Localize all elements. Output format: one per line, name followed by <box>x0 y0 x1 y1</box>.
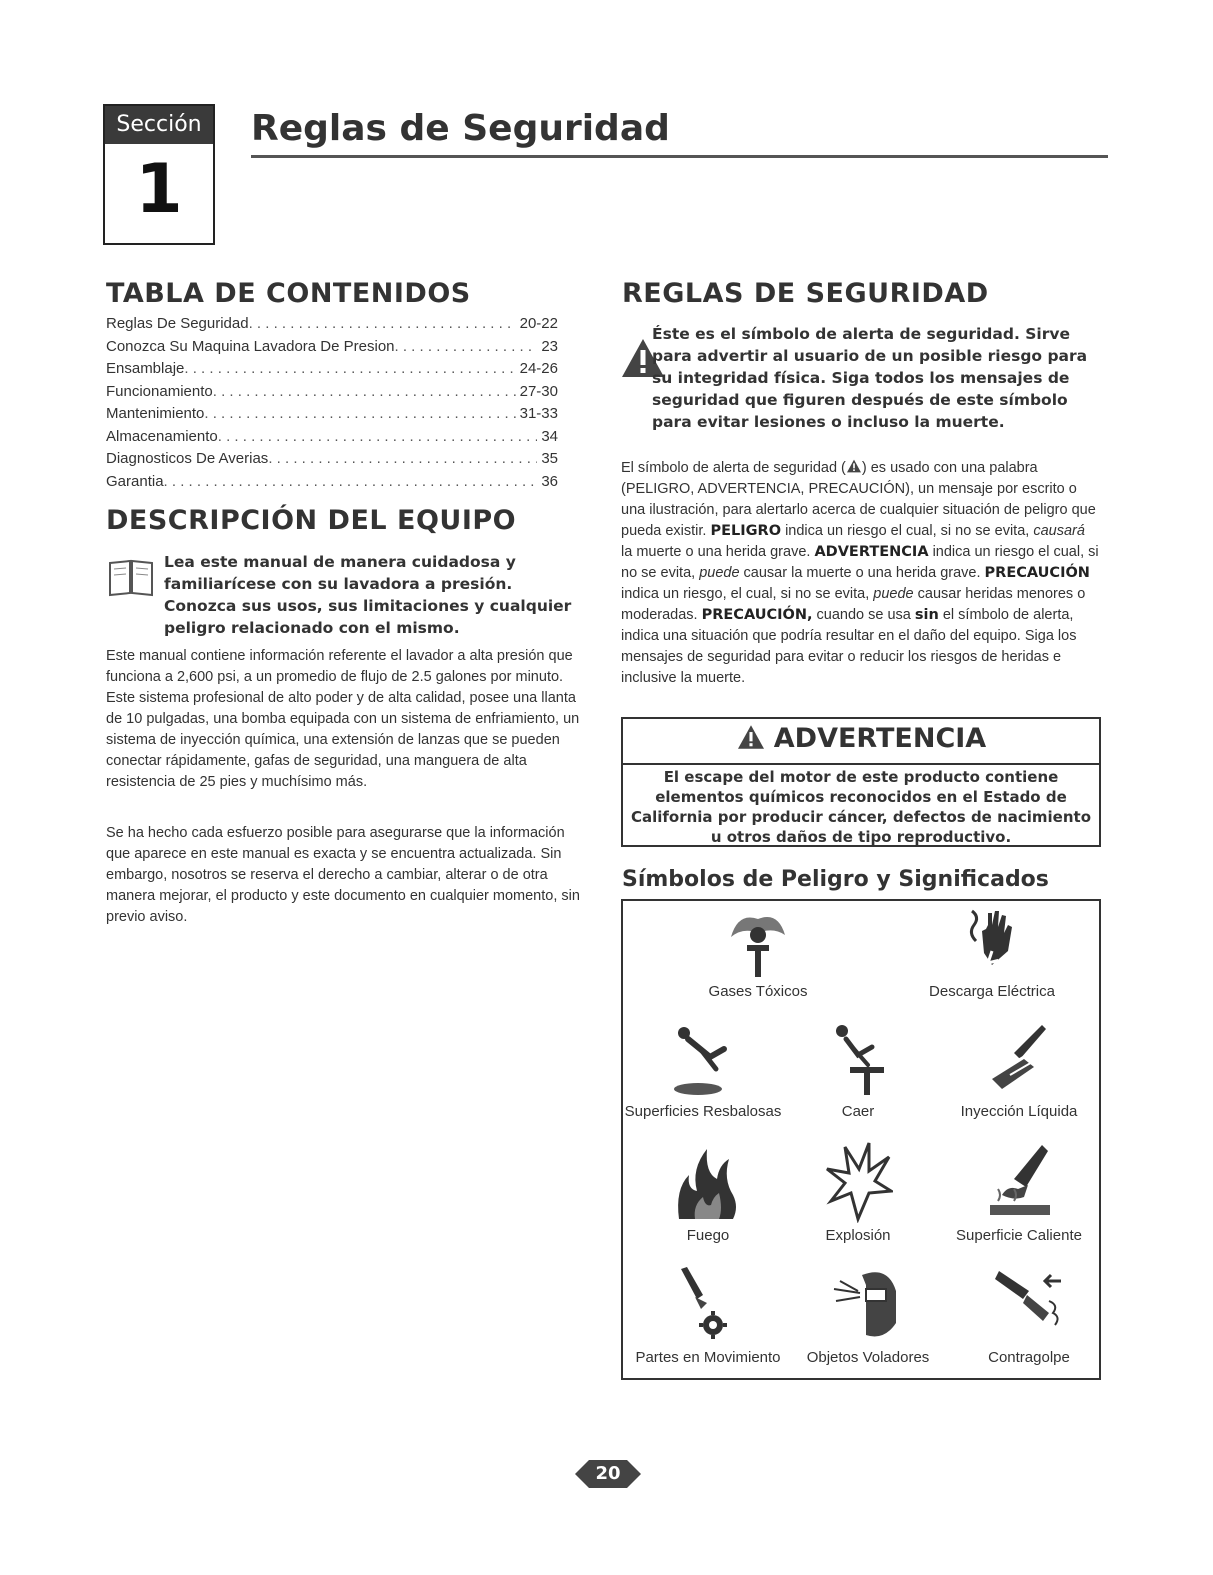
symbol-item <box>939 1139 1099 1244</box>
symbol-label: Superficies Resbalosas <box>624 1103 782 1120</box>
symbol-item <box>793 1139 923 1244</box>
toc-item-title: Ensamblaje <box>106 360 185 377</box>
symbol-label: Fuego <box>686 1227 730 1244</box>
page-number-badge <box>575 1456 641 1492</box>
warning-divider <box>623 763 1099 765</box>
toc-item <box>106 381 558 404</box>
explosion-icon <box>823 1139 893 1223</box>
equipment-heading: DESCRIPCIÓN DEL EQUIPO <box>106 505 517 536</box>
toc-item <box>106 426 558 449</box>
symbol-item <box>793 1261 943 1366</box>
symbols-box <box>621 899 1101 1380</box>
symbol-label: Caer <box>841 1103 875 1120</box>
symbol-item <box>939 1019 1099 1120</box>
hot-surface-icon <box>984 1139 1054 1223</box>
toc-item-title: Diagnosticos De Averias <box>106 450 269 467</box>
toc-item-pages: 23 <box>541 337 558 355</box>
equipment-paragraph-1: Este manual contiene información referente el lavador a alta presión que funciona a 2,600 psi, a un promedio de flujo de 2.5 galones por minuto. Este sistema profesional de alto poder y de alta calidad, posee una llanta de 10 pulgadas, una bomba equipada con un sistema de enfriamiento, un sistema de inyección química, una extensión de lanzas que se pueden conectar rápidamente, gafas de seguridad, una manguera de alta resistencia de 25 pies y muchísimo más. <box>106 648 580 790</box>
symbol-label: Explosión <box>825 1227 891 1244</box>
toc-item-title: Conozca Su Maquina Lavadora De Presion <box>106 337 395 355</box>
section-badge <box>103 104 215 245</box>
toc-item <box>106 358 558 381</box>
toc-item <box>106 471 558 494</box>
warning-box <box>621 717 1101 847</box>
symbol-item <box>623 1261 793 1366</box>
symbol-label: Contragolpe <box>988 1349 1070 1366</box>
warning-triangle-icon <box>736 724 766 750</box>
toc-item-title: Funcionamiento <box>106 382 213 400</box>
toc-item-title: Garantia <box>106 472 164 490</box>
kickback-icon <box>989 1261 1069 1345</box>
toc-item-pages: 20-22 <box>519 315 558 332</box>
electric-shock-icon <box>962 907 1022 979</box>
toc-item-title: Reglas De Seguridad <box>106 315 249 332</box>
symbol-item <box>633 1139 783 1244</box>
toc-item-title: Almacenamiento <box>106 427 218 445</box>
toc-item-pages: 34 <box>541 427 558 445</box>
toc-item <box>106 403 558 426</box>
table-of-contents <box>106 313 558 493</box>
page-title: Reglas de Seguridad <box>251 108 670 149</box>
safety-alert-note: Éste es el símbolo de alerta de seguridad. Sirve para advertir al usuario de un posible riesgo para su integridad física. Siga todos los mensajes de seguridad que figuren después de este símbolo para evitar lesiones o incluso la muerte. <box>652 325 1088 431</box>
toc-item-pages: 35 <box>541 450 558 467</box>
safety-heading: REGLAS DE SEGURIDAD <box>622 278 989 309</box>
toc-item-pages: 27-30 <box>519 382 558 400</box>
toc-item <box>106 313 558 336</box>
toc-heading: TABLA DE CONTENIDOS <box>106 278 471 309</box>
slippery-surface-icon <box>668 1019 738 1099</box>
section-label: Sección <box>105 106 213 144</box>
symbol-label: Descarga Eléctrica <box>929 983 1055 1000</box>
symbol-label: Gases Tóxicos <box>708 983 808 1000</box>
warning-text: El escape del motor de este producto contiene elementos químicos reconocidos en el Estado de California por producir cáncer, defectos de nacimiento u otros daños de tipo reproductivo. <box>630 768 1092 846</box>
toc-item <box>106 448 558 471</box>
symbols-heading: Símbolos de Peligro y Significados <box>622 867 1049 892</box>
safety-paragraph: El símbolo de alerta de seguridad ( ) es usado con una palabra (PELIGRO, ADVERTENCIA, PRECAUCIÓN), un mensaje por escrito o una ilustración, para alertarlo acerca de cualquier situación de peligro que pueda existir. PELIGRO indica un riesgo el cual, si no se evita, causará la muerte o una herida grave. ADVERTENCIA indica un riesgo el cual, si no se evita, puede causar la muerte o una herida grave. PRECAUCIÓN indica un riesgo, el cual, si no se evita, puede causar heridas menores o moderadas. PRECAUCIÓN, cuando se usa sin el símbolo de alerta, indica una situación que podría resultar en el daño del equipo. Siga los mensajes de seguridad para evitar o reducir los riesgos de heridas e inclusive la muerte. <box>621 460 1099 686</box>
manual-book-icon <box>106 557 156 597</box>
symbol-item <box>917 907 1067 1000</box>
flying-objects-icon <box>828 1261 908 1345</box>
safety-alert-icon-inline <box>846 459 862 473</box>
symbol-item <box>959 1261 1099 1366</box>
equipment-paragraph-2: Se ha hecho cada esfuerzo posible para asegurarse que la información que aparece en este manual es exacta y se encuentra actualizada. Sin embargo, nosotros se reserva el derecho a cambiar, alterar o de otra manera mejorar, el producto y este documento en cualquier momento, sin previo aviso. <box>106 825 580 925</box>
symbol-item <box>683 907 833 1000</box>
symbol-label: Objetos Voladores <box>806 1349 930 1366</box>
symbol-label: Inyección Líquida <box>960 1103 1078 1120</box>
warning-title: ADVERTENCIA <box>773 723 987 754</box>
fire-icon <box>673 1139 743 1223</box>
symbol-label: Superficie Caliente <box>956 1227 1082 1244</box>
toc-item-pages: 31-33 <box>519 405 558 422</box>
toxic-gas-icon <box>723 907 793 979</box>
page-number: 20 <box>595 1463 621 1484</box>
toc-item-title: Mantenimiento <box>106 405 205 422</box>
equipment-note: Lea este manual de manera cuidadosa y familiarícese con su lavadora a presión. Conozca sus usos, sus limitaciones y cualquier peligro relacionado con el mismo. <box>164 553 572 637</box>
symbol-label: Partes en Movimiento <box>635 1349 781 1366</box>
toc-item <box>106 336 558 359</box>
toc-item-pages: 24-26 <box>519 360 558 377</box>
moving-parts-icon <box>673 1261 743 1345</box>
toc-item-pages: 36 <box>541 472 558 490</box>
title-rule <box>251 155 1108 158</box>
symbol-item <box>623 1019 783 1120</box>
liquid-injection-icon <box>984 1019 1054 1099</box>
section-number: 1 <box>135 150 183 229</box>
warning-header <box>623 719 1099 759</box>
fall-icon <box>828 1019 888 1099</box>
symbol-item <box>793 1019 923 1120</box>
